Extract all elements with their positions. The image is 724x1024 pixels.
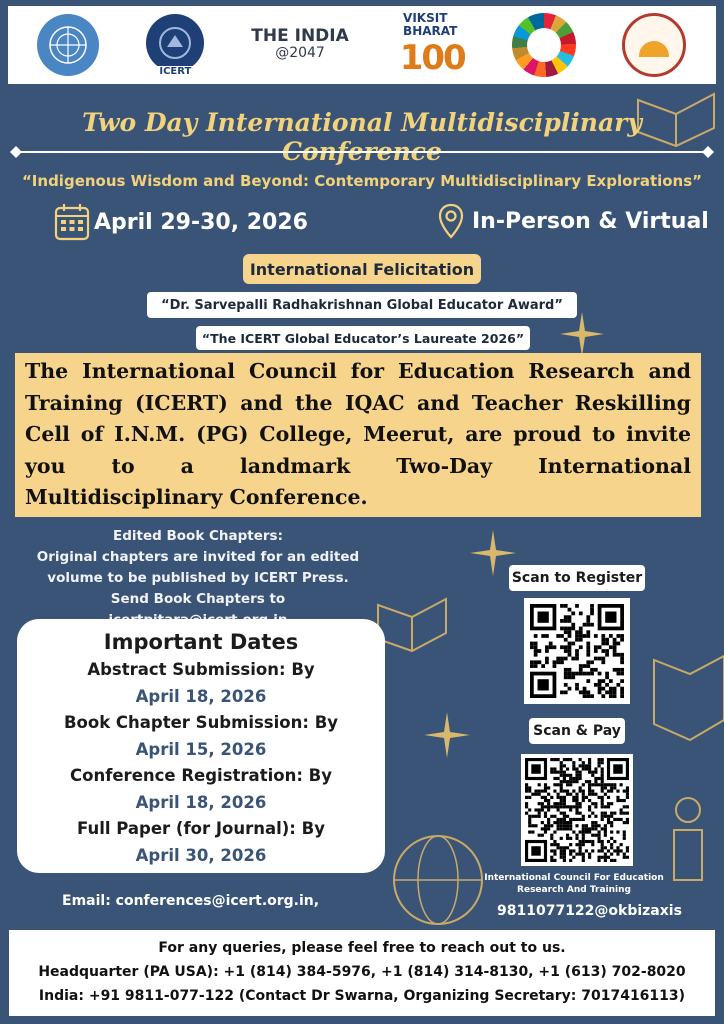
date-item-label: Book Chapter Submission: By	[63, 713, 339, 732]
date-item-value: April 30, 2026	[135, 846, 267, 865]
intro-paragraph: The International Council for Education Research and Training (ICERT) and the IQAC and Teacher Reskilling Cell of I.N.M. (PG) College, Meerut, are proud to invite you to a landmark Two-Day International Multidisciplinary Conference.	[15, 353, 701, 517]
date-item-value: April 18, 2026	[135, 793, 267, 812]
contact-email[interactable]: Email: conferences@icert.org.in,	[62, 893, 320, 909]
important-dates-heading: Important Dates	[103, 630, 299, 654]
inm-college-logo	[622, 13, 686, 77]
viksit-bharat-logo: VIKSIT BHARAT 100	[399, 11, 465, 78]
sdg-wheel-logo	[512, 13, 576, 77]
important-dates-card	[17, 619, 385, 873]
register-qr-code[interactable]	[524, 598, 630, 704]
footer-phone-hq: Headquarter (PA USA): +1 (814) 384-5976, +1 (814) 314-8130, +1 (613) 702-8020	[38, 964, 686, 980]
footer-phone-india: India: +91 9811-077-122 (Contact Dr Swarna, Organizing Secretary: 7017416113)	[38, 988, 686, 1004]
upi-id: 9811077122@okbizaxis	[497, 903, 682, 919]
date-item-value: April 15, 2026	[135, 740, 267, 759]
globe-icon	[388, 830, 488, 930]
conference-title: Two Day International Multidisciplinary Conference	[82, 108, 642, 166]
footer-line: For any queries, please feel free to reach out to us.	[158, 940, 566, 956]
date-item-label: Conference Registration: By	[70, 766, 332, 785]
teacher-icon	[664, 790, 724, 910]
book-chapters-body: Original chapters are invited for an edited volume to be published by ICERT Press. Send Book Chapters to	[36, 549, 360, 607]
calendar-icon	[54, 203, 90, 241]
book-chapters-heading: Edited Book Chapters:	[113, 528, 283, 544]
scan-and-pay-label: Scan & Pay	[529, 718, 625, 744]
title-divider	[10, 146, 714, 158]
sparkle-icon	[424, 712, 470, 758]
icert-logo: ICERT	[146, 14, 204, 77]
date-item-value: April 18, 2026	[135, 687, 267, 706]
scan-to-register-label: Scan to Register	[509, 565, 645, 591]
location-pin-icon	[438, 203, 464, 239]
un-logo	[37, 14, 99, 76]
logo-bar	[8, 6, 716, 84]
open-book-icon	[650, 640, 724, 750]
felicitation-heading: International Felicitation	[243, 254, 481, 284]
event-mode	[438, 203, 709, 239]
india-2047-logo: THE INDIA @2047	[251, 26, 349, 61]
contact-footer	[9, 930, 715, 1016]
sparkle-icon	[560, 312, 604, 356]
award-laureate: “The ICERT Global Educator’s Laureate 2026”	[196, 326, 530, 350]
event-mode-text: In-Person & Virtual	[472, 208, 709, 234]
date-item-label: Full Paper (for Journal): By	[77, 819, 325, 838]
event-date	[54, 203, 308, 241]
payment-qr-code[interactable]	[521, 754, 633, 866]
conference-theme: “Indigenous Wisdom and Beyond: Contemporary Multidisciplinary Explorations”	[21, 172, 703, 190]
award-radhakrishnan: “Dr. Sarvepalli Radhakrishnan Global Educator Award”	[147, 292, 577, 318]
book-chapters-note	[28, 526, 368, 631]
payee-name: International Council For Education Research And Training	[484, 873, 664, 895]
event-date-text: April 29-30, 2026	[94, 209, 308, 235]
date-item-label: Abstract Submission: By	[87, 660, 315, 679]
